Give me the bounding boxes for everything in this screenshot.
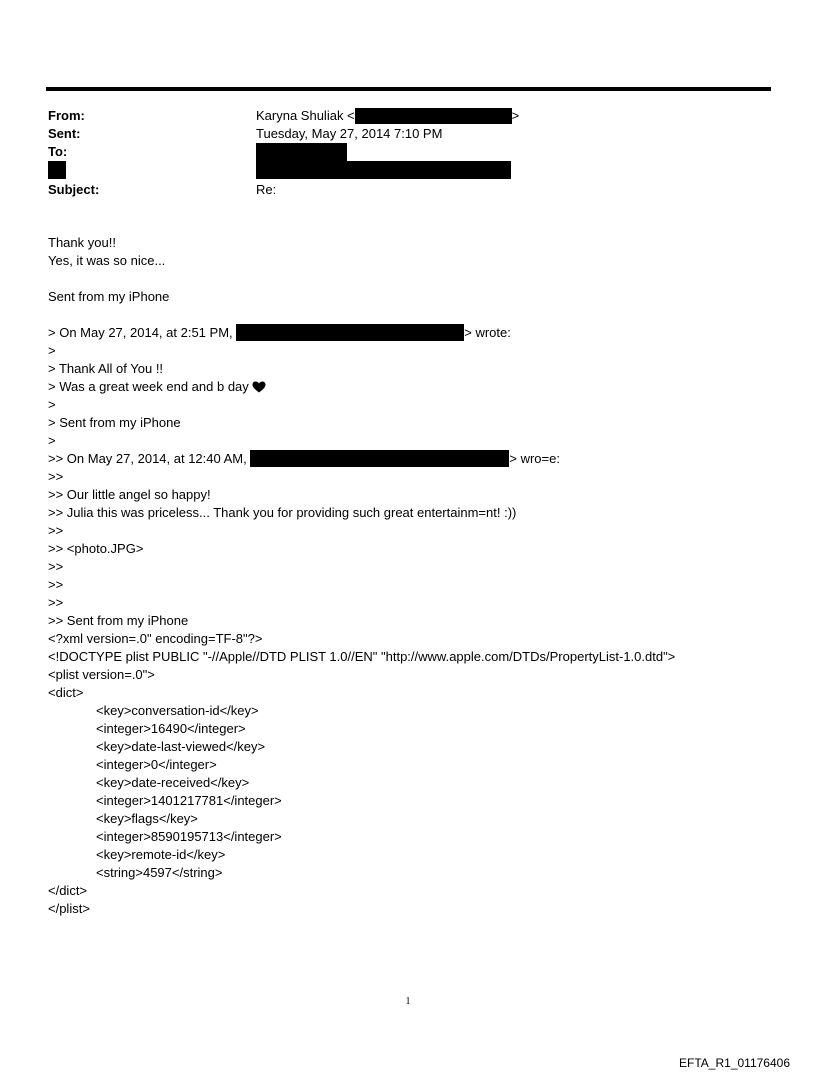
quote-attribution (48, 450, 788, 468)
quote-line: >> Our little angel so happy! (48, 487, 211, 502)
quote-line: > (48, 343, 56, 358)
quote-line: >> (48, 523, 64, 538)
xml-line: <integer>8590195713</integer> (96, 829, 282, 844)
bates-number: EFTA_R1_01176406 (679, 1056, 790, 1070)
body-line: Thank you!! (48, 235, 116, 250)
sent-row (48, 125, 788, 143)
quote-line: > (48, 433, 56, 448)
subject-label: Subject: (48, 182, 100, 197)
redacted-recipients (256, 161, 511, 179)
blank-line (48, 270, 788, 288)
cc-row (48, 161, 788, 179)
quote-line: > Sent from my iPhone (48, 415, 181, 430)
redacted-email (355, 108, 512, 124)
xml-line: <integer>0</integer> (96, 757, 217, 772)
redacted-sender (236, 324, 464, 341)
xml-line: <?xml version=.0" encoding=TF-8"?> (48, 631, 263, 646)
from-label: From: (48, 108, 85, 123)
xml-line: </plist> (48, 901, 90, 916)
attachment-line: >> <photo.JPG> (48, 541, 144, 556)
subject-value: Re: (256, 182, 277, 197)
to-value (256, 143, 347, 161)
quote-line (48, 378, 788, 396)
xml-line: <key>conversation-id</key> (96, 703, 259, 718)
quote-text: > Was a great week end and b day (48, 379, 249, 394)
quote-attribution-end: > wrote: (464, 325, 511, 340)
xml-line: <!DOCTYPE plist PUBLIC "-//Apple//DTD PLIST 1.0//EN" "http://www.apple.com/DTDs/PropertyList-1.0.dtd"> (48, 649, 676, 664)
redacted-sender (250, 450, 509, 467)
redacted-recipient (256, 143, 347, 161)
message-body (48, 234, 788, 918)
quote-line: >> (48, 577, 64, 592)
quote-line: > Thank All of You !! (48, 361, 164, 376)
xml-line: <key>flags</key> (96, 811, 198, 826)
xml-line: <dict> (48, 685, 84, 700)
from-name: Karyna Shuliak < (256, 108, 355, 123)
quote-attribution (48, 324, 788, 342)
quote-line: >> Sent from my iPhone (48, 613, 189, 628)
quote-line: >> (48, 595, 64, 610)
quote-line: >> (48, 469, 64, 484)
signature-line: Sent from my iPhone (48, 289, 170, 304)
xml-line: <key>date-received</key> (96, 775, 250, 790)
xml-line: <key>date-last-viewed</key> (96, 739, 266, 754)
quote-attribution-text: >> On May 27, 2014, at 12:40 AM, (48, 451, 247, 466)
body-line: Yes, it was so nice... (48, 253, 166, 268)
sent-value: Tuesday, May 27, 2014 7:10 PM (256, 126, 443, 141)
to-label: To: (48, 144, 68, 159)
heart-icon (252, 381, 266, 393)
quote-line: > (48, 397, 56, 412)
quote-line: >> Julia this was priceless... Thank you for providing such great entertainm=nt! :)) (48, 505, 517, 520)
from-value (256, 107, 519, 125)
redacted-label (48, 161, 66, 179)
from-close: > (511, 108, 520, 123)
blank-line (48, 306, 788, 324)
xml-line: <string>4597</string> (96, 865, 223, 880)
sent-label: Sent: (48, 126, 81, 141)
xml-line: <key>remote-id</key> (96, 847, 226, 862)
quote-line: >> (48, 559, 64, 574)
xml-line: <plist version=.0"> (48, 667, 155, 682)
xml-line: <integer>16490</integer> (96, 721, 246, 736)
subject-row (48, 181, 788, 199)
page-number: 1 (405, 996, 411, 1007)
cc-value (256, 161, 511, 179)
quote-attribution-text: > On May 27, 2014, at 2:51 PM, (48, 325, 233, 340)
xml-line: <integer>1401217781</integer> (96, 793, 282, 808)
from-row (48, 107, 788, 125)
to-row (48, 143, 788, 161)
quote-attribution-end: > wro=e: (509, 451, 560, 466)
header-rule (46, 87, 771, 91)
xml-line: </dict> (48, 883, 88, 898)
